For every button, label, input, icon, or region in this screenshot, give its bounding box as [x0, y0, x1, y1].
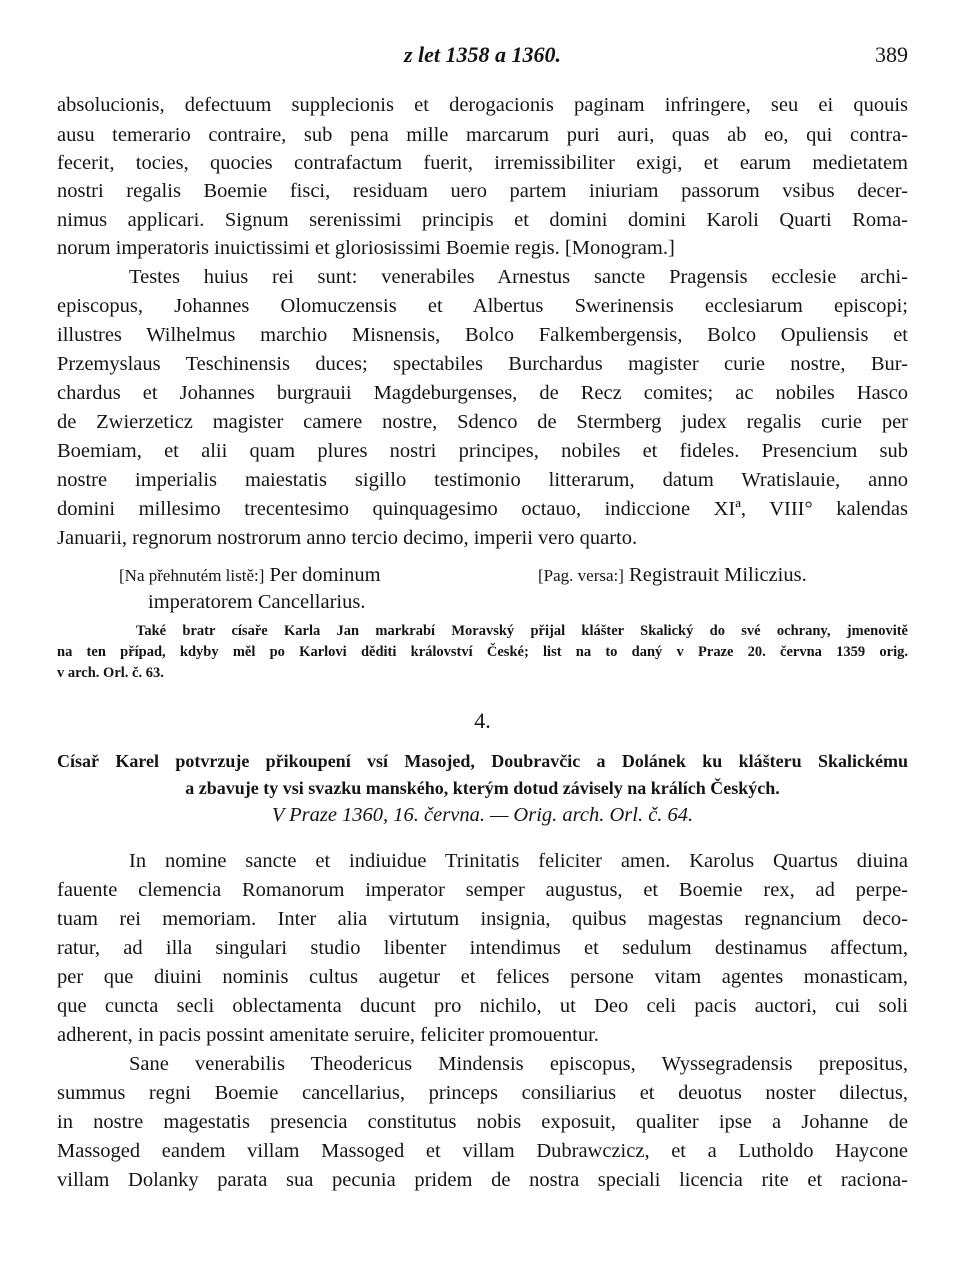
note-line: Také bratr císaře Karla Jan markrabí Moravský přijal klášter Skalický do své ochrany, jmenovitě [136, 623, 908, 639]
text-line: nostri regalis Boemie fisci, residuam uero partem iniuriam passorum vsibus decer- [57, 180, 908, 202]
text-line: chardus et Johannes burgrauii Magdeburgenses, de Recz comites; ac nobiles Hasco [57, 382, 908, 404]
text-line: domini millesimo trecentesimo quinquagesimo octauo, indiccione XIª, VIII° kalendas [57, 498, 908, 520]
signature-right-bracket: [Pag. versa:] [538, 566, 624, 585]
signature-left-line2: imperatorem Cancellarius. [148, 591, 366, 613]
text-line: villam Dolanky parata sua pecunia pridem de nostra speciali licencia rite et raciona- [57, 1169, 908, 1191]
document-heading-line: a zbavuje ty vsi svazku manského, kterým dotud závisely na králích Českých. [185, 778, 780, 798]
text-line: Januarii, regnorum nostrorum anno tercio decimo, imperii vero quarto. [57, 527, 638, 549]
text-line: Massoged eandem villam Massoged et villam Dubrawczicz, et a Lutholdo Haycone [57, 1140, 908, 1162]
text-line: ratur, ad illa singulari studio libenter intendimus et sedulum destinamus affectum, [57, 937, 908, 959]
text-line: tuam rei memoriam. Inter alia virtutum insignia, quibus magestas regnancium deco- [57, 908, 908, 930]
signature-right [538, 562, 807, 589]
text-line: fauente clemencia Romanorum imperator semper augustus, et Boemie rex, ad perpe- [57, 879, 908, 901]
signature-left-text: Per dominum [269, 564, 381, 586]
text-line: adherent, in pacis possint amenitate seruire, feliciter promouentur. [57, 1024, 599, 1046]
text-line: ausu temerario contraire, sub pena mille marcarum puri auri, quas ab eo, qui contra- [57, 124, 908, 146]
text-line: Testes huius rei sunt: venerabiles Arnestus sancte Pragensis ecclesie archi- [129, 266, 908, 288]
signature-left-bracket: [Na přehnutém listě:] [119, 566, 265, 585]
text-line: nimus applicari. Signum serenissimi principis et domini domini Karoli Quarti Roma- [57, 209, 908, 231]
text-line: episcopus, Johannes Olomuczensis et Albertus Swerinensis ecclesiarum episcopi; [57, 295, 908, 317]
text-line: absolucionis, defectuum supplecionis et derogacionis paginam infringere, seu ei quouis [57, 94, 908, 116]
document-number: 4. [474, 708, 491, 733]
text-line: Sane venerabilis Theodericus Mindensis episcopus, Wyssegradensis prepositus, [129, 1053, 908, 1075]
text-line: Przemyslaus Teschinensis duces; spectabiles Burchardus magister curie nostre, Bur- [57, 353, 908, 375]
text-line: nostre imperialis maiestatis sigillo testimonio litterarum, datum Wratislauie, anno [57, 469, 908, 491]
text-line: Boemiam, et alii quam plures nostri principes, nobiles et fideles. Presencium sub [57, 440, 908, 462]
text-line: per que diuini nominis cultus augetur et felices persone vitam agentes monasticam, [57, 966, 908, 988]
running-title: z let 1358 a 1360. [403, 42, 562, 67]
text-line: In nomine sancte et indiuidue Trinitatis feliciter amen. Karolus Quartus diuina [129, 850, 908, 872]
note-line: na ten případ, kdyby měl po Karlovi děditi království České; list na to daný v Praze 20. června 1359 orig. [57, 644, 908, 660]
note-line: v arch. Orl. č. 63. [57, 665, 164, 681]
text-line: in nostre magestatis presencia constitutus nobis exposuit, qualiter ipse a Johanne de [57, 1111, 908, 1133]
signature-left [119, 562, 381, 589]
page-header [57, 42, 908, 72]
document-heading-line: Císař Karel potvrzuje přikoupení vsí Masojed, Doubravčic a Dolánek ku klášteru Skalickému [57, 751, 908, 771]
signature-right-text: Registrauit Miliczius. [629, 564, 807, 586]
text-line: summus regni Boemie cancellarius, princeps consiliarius et deuotus noster dilectus, [57, 1082, 908, 1104]
dateline: V Praze 1360, 16. června. — Orig. arch. Orl. č. 64. [271, 804, 694, 826]
page-number: 389 [875, 42, 908, 67]
text-line: fecerit, tocies, quocies contrafactum fuerit, irremissibiliter exigi, et earum medietatem [57, 152, 908, 174]
text-line: de Zwierzeticz magister camere nostre, Sdenco de Stermberg judex regalis curie per [57, 411, 908, 433]
text-line: norum imperatoris inuictissimi et gloriosissimi Boemie regis. [Monogram.] [57, 237, 675, 259]
text-line: que cuncta secli oblectamenta ducunt pro nichilo, ut Deo celi pacis auctori, cui soli [57, 995, 908, 1017]
text-line: illustres Wilhelmus marchio Misnensis, Bolco Falkembergensis, Bolco Opuliensis et [57, 324, 908, 346]
